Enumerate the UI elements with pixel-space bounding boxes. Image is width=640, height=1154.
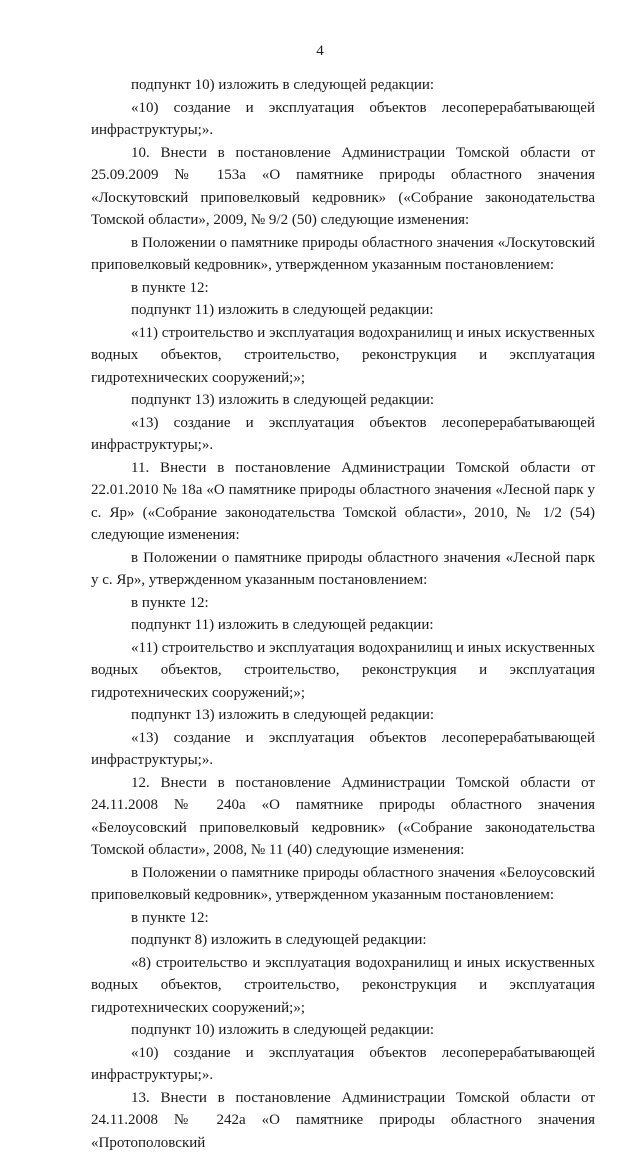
paragraph: «11) строительство и эксплуатация водохранилищ и иных искуственных водных объектов, строительство, реконструкция и эксплуатация гидротехнических сооружений;»;	[91, 637, 595, 705]
paragraph: в пункте 12:	[91, 907, 595, 930]
document-body	[91, 74, 595, 1154]
paragraph: подпункт 13) изложить в следующей редакции:	[91, 389, 595, 412]
paragraph: «10) создание и эксплуатация объектов лесоперерабатывающей инфраструктуры;».	[91, 1042, 595, 1087]
paragraph: 13. Внести в постановление Администрации Томской области от 24.11.2008 № 242а «О памятнике природы областного значения «Протополовский	[91, 1087, 595, 1154]
paragraph: 12. Внести в постановление Администрации Томской области от 24.11.2008 № 240а «О памятнике природы областного значения «Белоусовский приповелковый кедровник» («Собрание законодательства Томской области», 2008, № 11 (40) следующие изменения:	[91, 772, 595, 862]
paragraph: подпункт 10) изложить в следующей редакции:	[91, 1019, 595, 1042]
paragraph: подпункт 11) изложить в следующей редакции:	[91, 614, 595, 637]
paragraph: «13) создание и эксплуатация объектов лесоперерабатывающей инфраструктуры;».	[91, 727, 595, 772]
page-number: 4	[0, 42, 640, 60]
paragraph: в Положении о памятнике природы областного значения «Лесной парк у с. Яр», утвержденном указанным постановлением:	[91, 547, 595, 592]
paragraph: 10. Внести в постановление Администрации Томской области от 25.09.2009 № 153а «О памятнике природы областного значения «Лоскутовский приповелковый кедровник» («Собрание законодательства Томской области», 2009, № 9/2 (50) следующие изменения:	[91, 142, 595, 232]
paragraph: в пункте 12:	[91, 277, 595, 300]
paragraph: в Положении о памятнике природы областного значения «Белоусовский приповелковый кедровник», утвержденном указанным постановлением:	[91, 862, 595, 907]
paragraph: подпункт 10) изложить в следующей редакции:	[91, 74, 595, 97]
paragraph: в пункте 12:	[91, 592, 595, 615]
paragraph: 11. Внести в постановление Администрации Томской области от 22.01.2010 № 18а «О памятнике природы областного значения «Лесной парк у с. Яр» («Собрание законодательства Томской области», 2010, № 1/2 (54) следующие изменения:	[91, 457, 595, 547]
paragraph: подпункт 8) изложить в следующей редакции:	[91, 929, 595, 952]
paragraph: подпункт 13) изложить в следующей редакции:	[91, 704, 595, 727]
paragraph: «13) создание и эксплуатация объектов лесоперерабатывающей инфраструктуры;».	[91, 412, 595, 457]
paragraph: «8) строительство и эксплуатация водохранилищ и иных искуственных водных объектов, строительство, реконструкция и эксплуатация гидротехнических сооружений;»;	[91, 952, 595, 1020]
paragraph: «11) строительство и эксплуатация водохранилищ и иных искуственных водных объектов, строительство, реконструкция и эксплуатация гидротехнических сооружений;»;	[91, 322, 595, 390]
paragraph: подпункт 11) изложить в следующей редакции:	[91, 299, 595, 322]
paragraph: в Положении о памятнике природы областного значения «Лоскутовский приповелковый кедровник», утвержденном указанным постановлением:	[91, 232, 595, 277]
paragraph: «10) создание и эксплуатация объектов лесоперерабатывающей инфраструктуры;».	[91, 97, 595, 142]
